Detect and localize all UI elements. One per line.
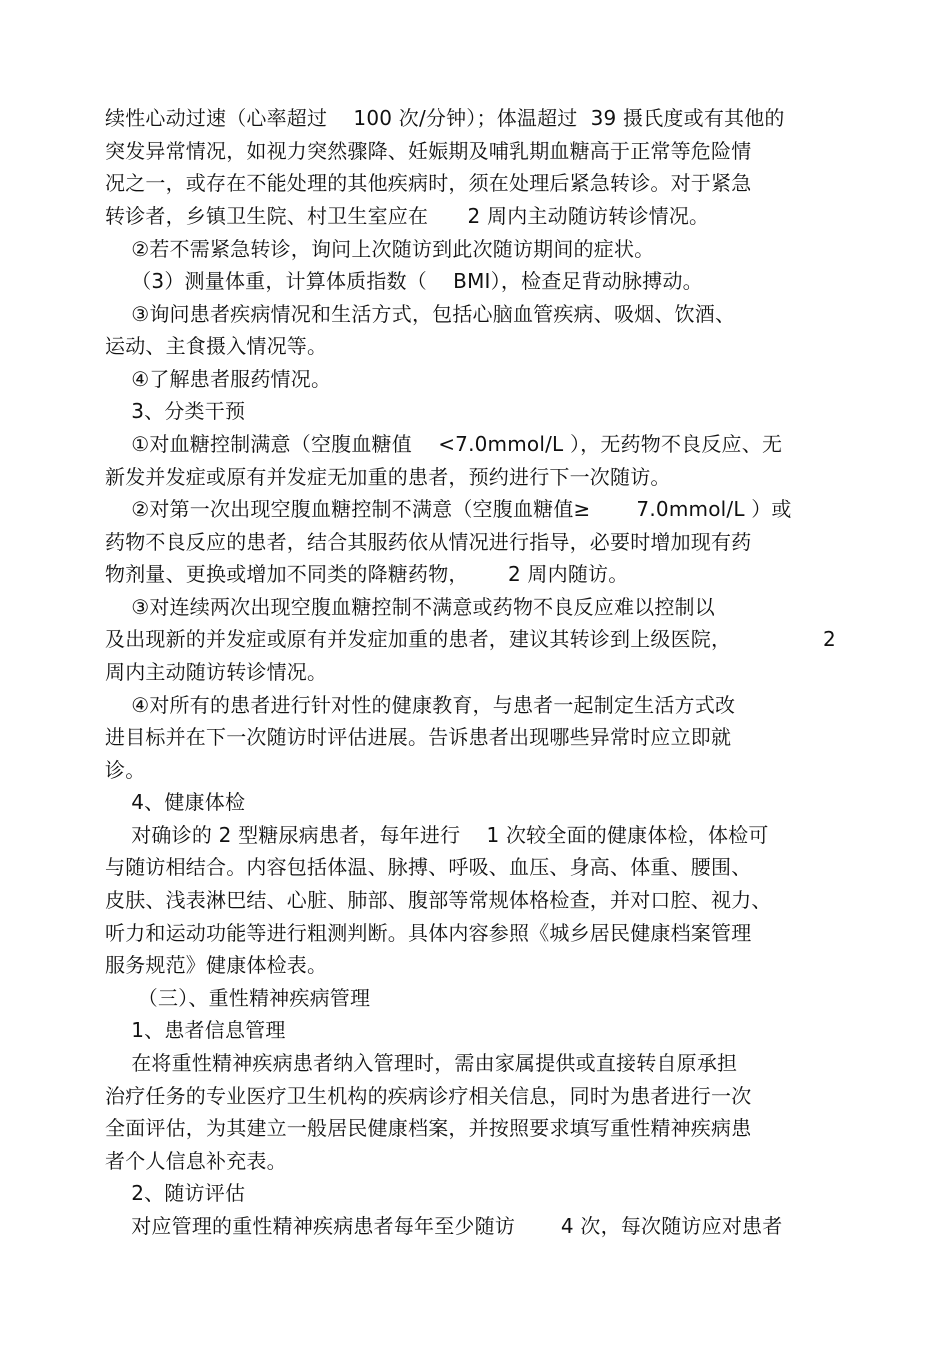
section-heading: （三）、重性精神疾病管理: [105, 986, 371, 1010]
text-line: 皮肤、浅表淋巴结、心脏、肺部、腹部等常规体格检查，并对口腔、视力、: [105, 888, 772, 912]
section-heading: 4、健康体检: [105, 790, 246, 814]
text-line: 听力和运动功能等进行粗测判断。具体内容参照《城乡居民健康档案管理: [105, 921, 752, 945]
text-line: ③询问患者疾病情况和生活方式，包括心脑血管疾病、吸烟、饮酒、: [105, 302, 736, 326]
text-line: 治疗任务的专业医疗卫生机构的疾病诊疗相关信息，同时为患者进行一次: [105, 1084, 752, 1108]
text-line: （3）测量体重，计算体质指数（ BMI），检查足背动脉搏动。: [105, 269, 703, 293]
text-line: ②对第一次出现空腹血糖控制不满意（空腹血糖值≥ 7.0mmol/L ）或: [105, 497, 792, 521]
text-line: ④了解患者服药情况。: [105, 367, 332, 391]
text-line: 与随访相结合。内容包括体温、脉搏、呼吸、血压、身高、体重、腰围、: [105, 855, 752, 879]
text-line: 运动、主食摄入情况等。: [105, 334, 328, 358]
text-line: 对确诊的 2 型糖尿病患者，每年进行 1 次较全面的健康体检，体检可: [105, 823, 769, 847]
text-line: ②若不需紧急转诊，询问上次随访到此次随访期间的症状。: [105, 237, 655, 261]
section-heading: 3、分类干预: [105, 399, 246, 423]
text-line: 对应管理的重性精神疾病患者每年至少随访 4 次，每次随访应对患者: [105, 1214, 783, 1238]
text-line: 突发异常情况，如视力突然骤降、妊娠期及哺乳期血糖高于正常等危险情: [105, 139, 752, 163]
text-line: ①对血糖控制满意（空腹血糖值 <7.0mmol/L ），无药物不良反应、无: [105, 432, 783, 456]
section-heading: 1、患者信息管理: [105, 1018, 286, 1042]
text-line: 及出现新的并发症或原有并发症加重的患者，建议其转诊到上级医院， 2: [105, 627, 836, 651]
text-line: 全面评估，为其建立一般居民健康档案，并按照要求填写重性精神疾病患: [105, 1116, 752, 1140]
text-line: 况之一，或存在不能处理的其他疾病时，须在处理后紧急转诊。对于紧急: [105, 171, 752, 195]
text-line: 物剂量、更换或增加不同类的降糖药物， 2 周内随访。: [105, 562, 629, 586]
text-line: ③对连续两次出现空腹血糖控制不满意或药物不良反应难以控制以: [105, 595, 715, 619]
text-line: 进目标并在下一次随访时评估进展。告诉患者出现哪些异常时应立即就: [105, 725, 732, 749]
text-line: 服务规范》健康体检表。: [105, 953, 328, 977]
text-line: 周内主动随访转诊情况。: [105, 660, 328, 684]
section-heading: 2、随访评估: [105, 1181, 246, 1205]
text-line: 药物不良反应的患者，结合其服药依从情况进行指导，必要时增加现有药: [105, 530, 752, 554]
text-line: ④对所有的患者进行针对性的健康教育，与患者一起制定生活方式改: [105, 693, 736, 717]
text-line: 者个人信息补充表。: [105, 1149, 287, 1173]
text-line: 转诊者，乡镇卫生院、村卫生室应在 2 周内主动随访转诊情况。: [105, 204, 710, 228]
text-line: 续性心动过速（心率超过 100 次/分钟）；体温超过 39 摄氏度或有其他的: [105, 106, 785, 130]
text-line: 新发并发症或原有并发症无加重的患者，预约进行下一次随访。: [105, 465, 671, 489]
text-line: 在将重性精神疾病患者纳入管理时，需由家属提供或直接转自原承担: [105, 1051, 738, 1075]
text-line: 诊。: [105, 758, 146, 782]
